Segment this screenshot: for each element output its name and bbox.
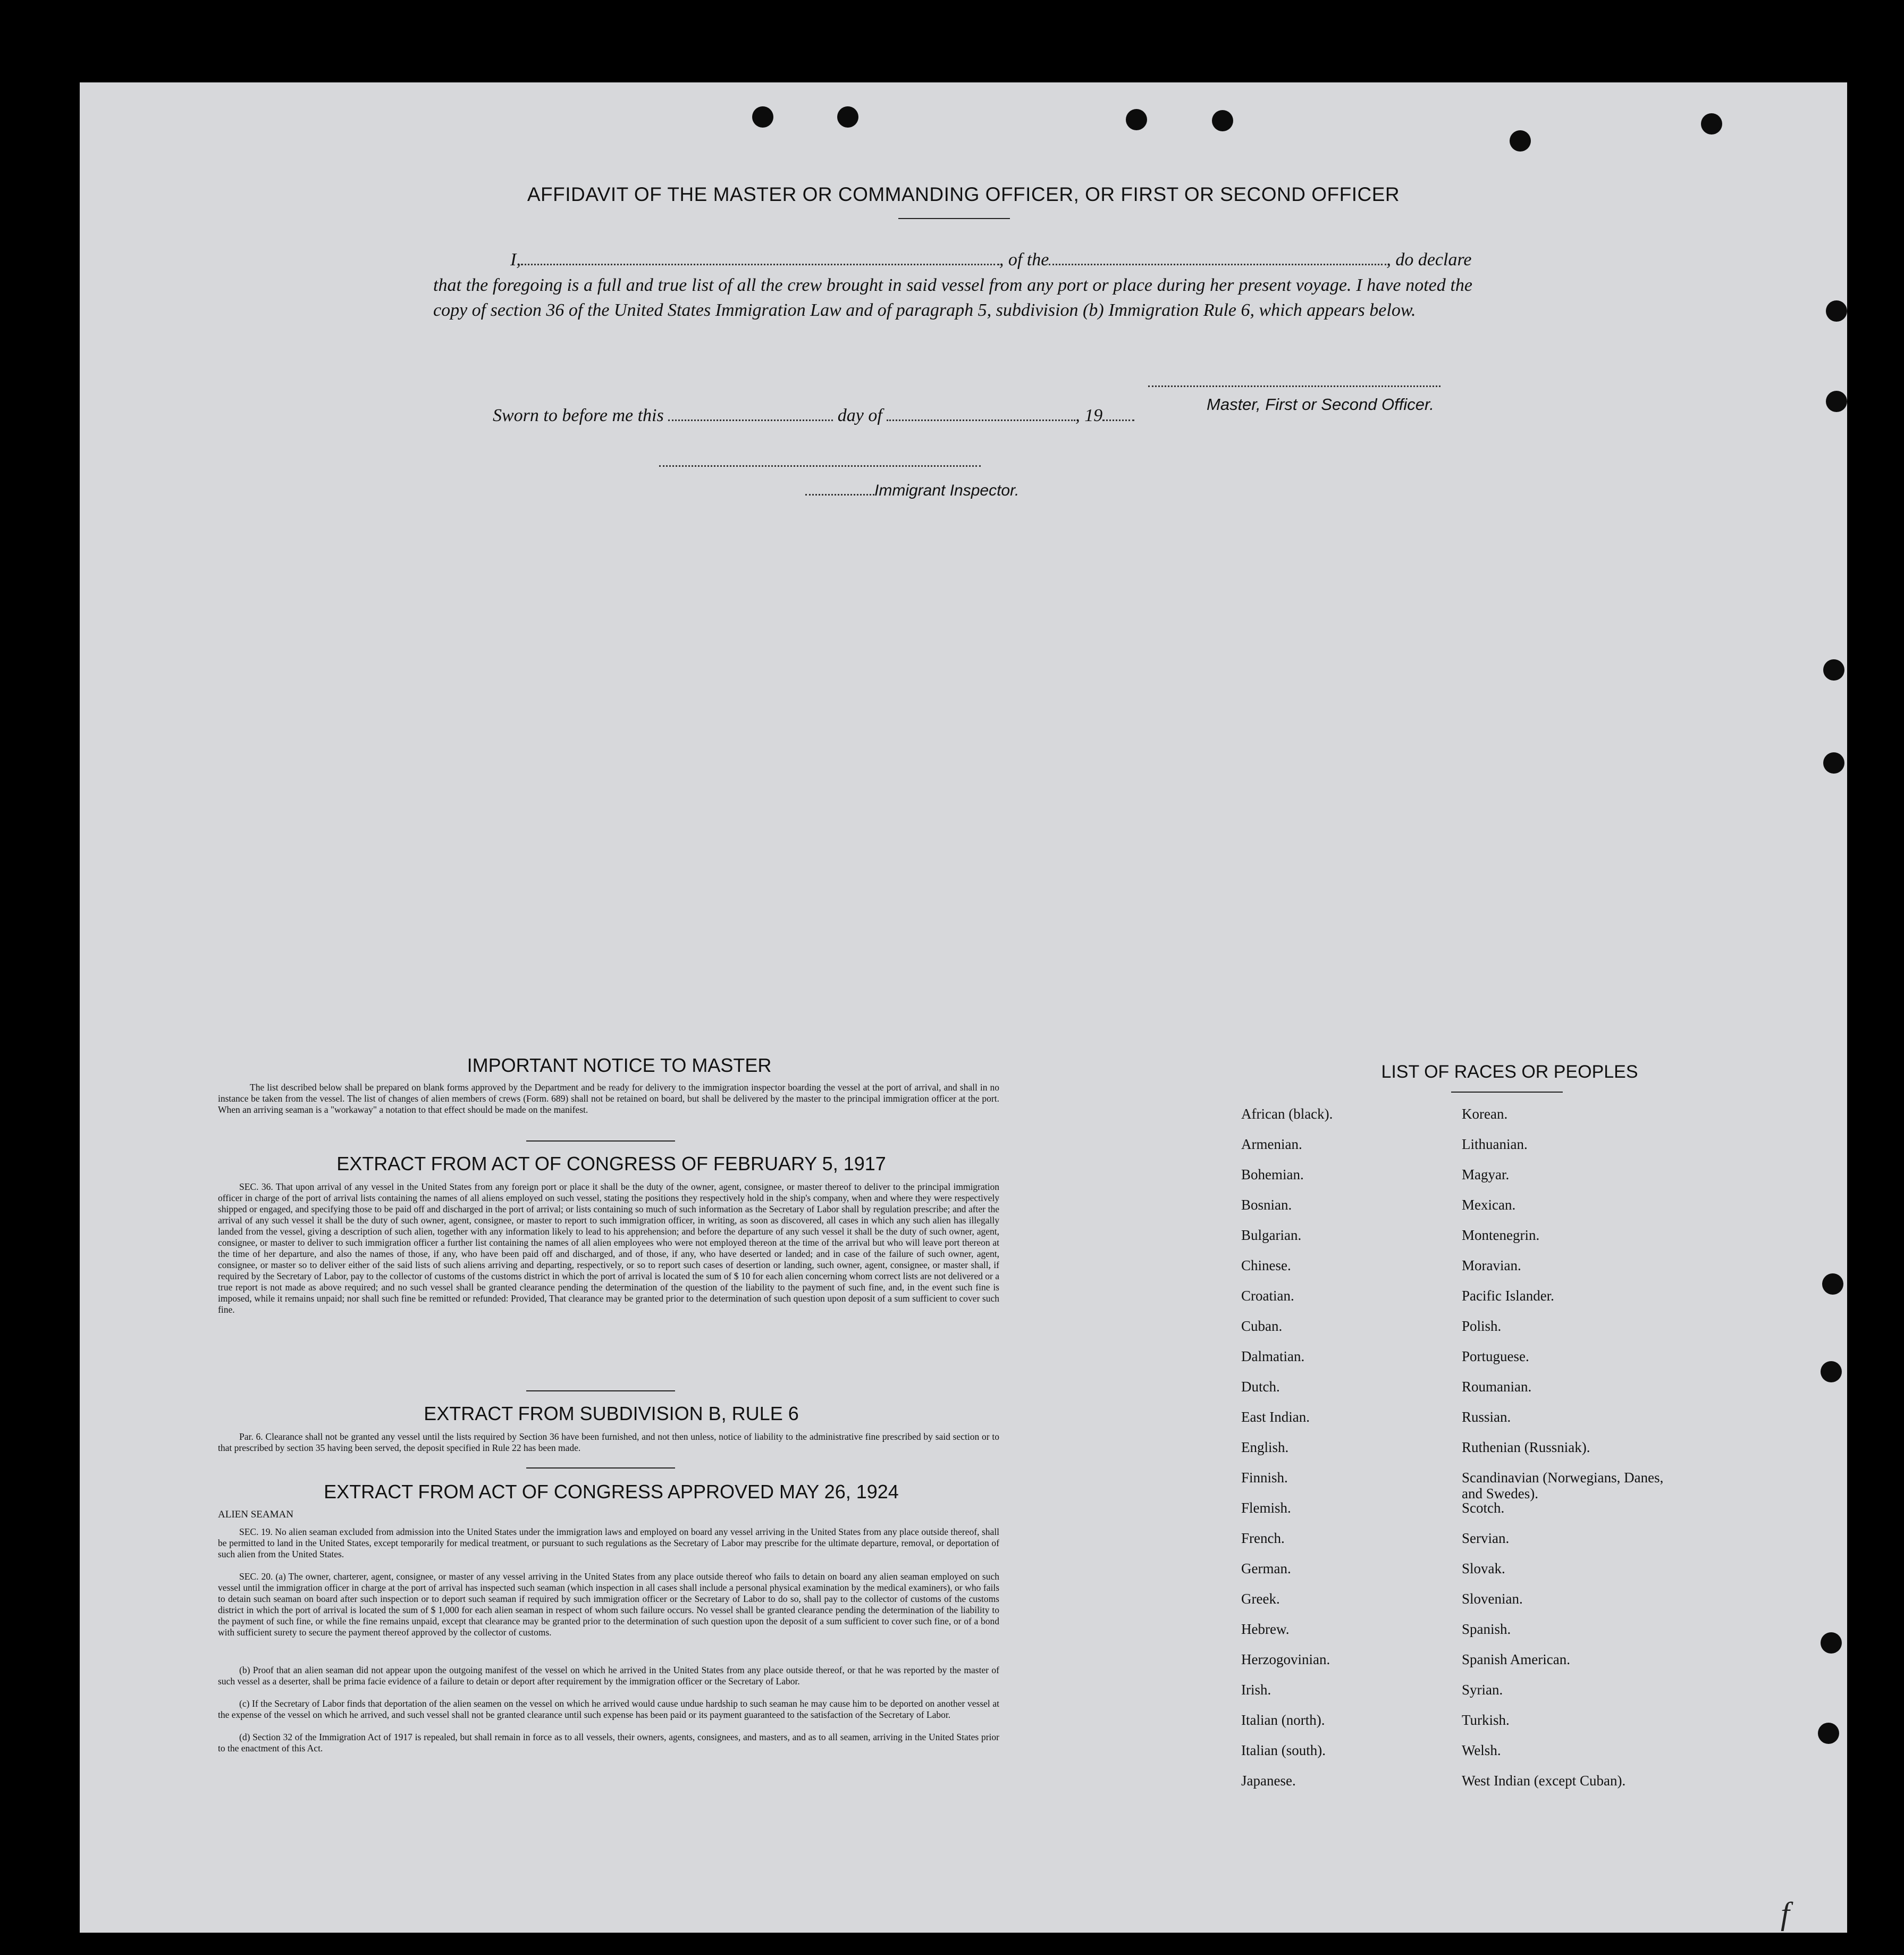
- race-item: Japanese.: [1241, 1773, 1296, 1789]
- extract-rule6-text: Par. 6. Clearance shall not be granted any vessel until the lists required by Section 36 have been furnished, and not then unless, notice of liability to the administrative fine prescribed by said section or to that prescribed by section 35 having been served, the deposit specified in Rule 22 has been made.: [218, 1431, 999, 1453]
- declaration-line: [510, 250, 1472, 270]
- race-item: Flemish.: [1241, 1500, 1291, 1516]
- race-item: Bohemian.: [1241, 1167, 1304, 1182]
- day-of-label: day of: [837, 406, 882, 425]
- binder-hole: [1821, 1632, 1842, 1654]
- year-label: , 19: [1075, 406, 1103, 425]
- sec-20b-text: (b) Proof that an alien seaman did not appear upon the outgoing manifest of the vessel on which he arrived in the United States from any place outside thereof, or that he was reported by the master of such vessel as a deserter, shall be prima facie evidence of a failure to detain or deport after requirement by the immigration officer or the Secretary of Labor.: [218, 1665, 999, 1686]
- race-item: Russian.: [1462, 1409, 1511, 1425]
- race-item: Montenegrin.: [1462, 1227, 1540, 1243]
- do-declare-label: , do declare: [1386, 250, 1472, 270]
- race-item: Servian.: [1462, 1530, 1510, 1546]
- binder-hole: [752, 106, 773, 128]
- sworn-line: [493, 406, 1134, 426]
- inspector-signature-field[interactable]: [659, 465, 981, 467]
- race-item: Roumanian.: [1462, 1379, 1532, 1395]
- race-item: French.: [1241, 1530, 1285, 1546]
- race-item: Croatian.: [1241, 1288, 1294, 1304]
- binder-hole: [1510, 130, 1531, 152]
- race-item: Korean.: [1462, 1106, 1508, 1122]
- race-item: Magyar.: [1462, 1167, 1510, 1182]
- sworn-label: Sworn to before me this: [493, 406, 664, 425]
- form-sheet: [80, 82, 1847, 1933]
- binder-hole: [1822, 1273, 1843, 1295]
- of-the-label: , of the: [999, 250, 1049, 270]
- race-item: Turkish.: [1462, 1712, 1510, 1728]
- scan-background: [16, 0, 1882, 1955]
- binder-hole: [1212, 110, 1233, 131]
- extract-1917-title: EXTRACT FROM ACT OF CONGRESS OF FEBRUARY 5, 1917: [336, 1153, 886, 1174]
- race-item: Dalmatian.: [1241, 1348, 1305, 1364]
- race-item: Spanish.: [1462, 1621, 1511, 1637]
- binder-hole: [1818, 1723, 1839, 1744]
- extract-rule6-title: EXTRACT FROM SUBDIVISION B, RULE 6: [424, 1403, 799, 1424]
- extract-1917-text: SEC. 36. That upon arrival of any vessel in the United States from any foreign port or place it shall be the duty of the owner, agent, consignee, or master thereof to deliver to the principal immigration officer in charge of the port of arrival lists containing the names of all aliens employed on such vessel, stating the positions they respectively hold in the ship's company, when and where they were respectively shipped or engaged, and specifying those to be paid off and discharged in the port of arrival; or lists containing so much of such information as the Secretary of Labor shall by regulation prescribe; and after the arrival of any such vessel it shall be the duty of such owner, agent, consignee, or master to report to such immigration officer, in writing, as soon as discovered, all cases in which any such alien has illegally landed from the vessel, giving a description of such alien, together with any information likely to lead to his apprehension; and before the departure of any such vessel it shall be the duty of such owner, agent, consignee, or master to deliver to such immigration officer a further list containing the names of all alien employees who were not employed thereon at the time of the arrival but who will leave port thereon at the time of her departure, and also the names of those, if any, who have been paid off and discharged, and of those, if any, who have deserted or landed; and in case of the failure of such owner, agent, consignee, or master so to deliver either of the said lists of such aliens arriving and departing, respectively, or so to report such cases of desertion or landing, such owner, agent, consignee, or master shall, if required by the Secretary of Labor, pay to the collector of customs of the customs district in which the port of arrival is located the sum of $ 10 for each alien concerning whom correct lists are not delivered or a true report is not made as above required; and no such vessel shall be granted clearance pending the determination of the question of the liability to the payment of such fine, and, in the event such fine is imposed, while it remains unpaid; nor shall such fine be remitted or refunded: Provided, That clearance may be granted prior to the determination of such question upon deposit of a sum sufficient to cover such fine.: [218, 1181, 999, 1315]
- race-item: Armenian.: [1241, 1136, 1302, 1152]
- race-item: Scandinavian (Norwegians, Danes, and Swedes).: [1462, 1470, 1664, 1501]
- race-item: Slovenian.: [1462, 1591, 1523, 1607]
- declarant-name-field[interactable]: [521, 264, 999, 265]
- race-item: Polish.: [1462, 1318, 1502, 1334]
- race-item: Ruthenian (Russniak).: [1462, 1439, 1590, 1455]
- binder-hole: [1826, 391, 1847, 412]
- race-item: Italian (north).: [1241, 1712, 1325, 1728]
- race-item: Bosnian.: [1241, 1197, 1292, 1213]
- binder-hole: [1823, 659, 1844, 681]
- sec-20a-text: SEC. 20. (a) The owner, charterer, agent, consignee, or master of any vessel arriving in the United States from any place outside thereof who fails to detain on board any alien seaman employed on such vessel until the immigration officer in charge at the port of arrival has inspected such seaman (which inspection in all cases shall include a personal physical examination by the medical examiners), or who fails to detain such seaman on board after such inspection or to deport such seaman if required by such immigration officer or the Secretary of Labor to do so, shall pay to the collector of customs of the customs district in which the port of arrival is located the sum of $ 1,000 for each alien seaman in respect of whom such failure occurs. No vessel shall be granted clearance pending the determination of the liability to the payment of such fine, or while the fine remains unpaid, except that clearance may be granted prior to the determination of such question upon the deposit of a sum sufficient to cover such fine, or of a bond with sufficient surety to secure the payment thereof approved by the collector of customs.: [218, 1571, 999, 1638]
- sec-20c-text: (c) If the Secretary of Labor finds that deportation of the alien seamen on the vessel on which he arrived would cause undue hardship to such seaman he may cause him to be deported on another vessel at the expense of the vessel on which he arrived, and such vessel shall not be granted clearance until such expense has been paid or its payment guaranteed to the satisfaction of the Secretary of Labor.: [218, 1698, 999, 1720]
- race-item: East Indian.: [1241, 1409, 1310, 1425]
- sworn-month-field[interactable]: [887, 419, 1075, 421]
- inspector-label: Immigrant Inspector.: [805, 482, 1019, 500]
- races-column-2: [1462, 1106, 1685, 1803]
- section-divider: [526, 1390, 675, 1391]
- affidavit-title: AFFIDAVIT OF THE MASTER OR COMMANDING OFFICER, OR FIRST OR SECOND OFFICER: [527, 183, 1400, 205]
- vessel-name-field[interactable]: [1049, 264, 1386, 265]
- race-item: Finnish.: [1241, 1470, 1288, 1486]
- race-item: Portuguese.: [1462, 1348, 1529, 1364]
- race-item: Syrian.: [1462, 1682, 1503, 1698]
- race-item: Greek.: [1241, 1591, 1280, 1607]
- sworn-year-field[interactable]: [1102, 419, 1134, 421]
- race-item: Slovak.: [1462, 1560, 1505, 1576]
- race-item: German.: [1241, 1560, 1291, 1576]
- race-item: Hebrew.: [1241, 1621, 1290, 1637]
- race-item: English.: [1241, 1439, 1289, 1455]
- races-title: LIST OF RACES OR PEOPLES: [1381, 1062, 1638, 1082]
- binder-hole: [1823, 752, 1844, 774]
- races-divider: [1451, 1092, 1563, 1093]
- sec-20d-text: (d) Section 32 of the Immigration Act of 1917 is repealed, but shall remain in force as to all vessels, their owners, agents, consignees, and masters, and as to all seamen, arriving in the United States prior to the enactment of this Act.: [218, 1732, 999, 1753]
- binder-hole: [837, 106, 858, 128]
- race-item: Welsh.: [1462, 1742, 1501, 1758]
- section-divider: [526, 1467, 675, 1469]
- races-column-1: [1241, 1106, 1333, 1803]
- sworn-day-field[interactable]: [668, 419, 833, 421]
- race-item: African (black).: [1241, 1106, 1333, 1122]
- race-item: Dutch.: [1241, 1379, 1280, 1395]
- binder-hole: [1701, 113, 1722, 135]
- binder-hole: [1821, 1361, 1842, 1382]
- race-item: Italian (south).: [1241, 1742, 1326, 1758]
- race-item: Lithuanian.: [1462, 1136, 1528, 1152]
- binder-hole: [1826, 300, 1847, 322]
- race-item: Cuban.: [1241, 1318, 1283, 1334]
- race-item: Pacific Islander.: [1462, 1288, 1554, 1304]
- race-item: Spanish American.: [1462, 1651, 1570, 1667]
- signature-field[interactable]: [1148, 385, 1440, 387]
- race-item: Mexican.: [1462, 1197, 1516, 1213]
- affidavit-body: that the foregoing is a full and true list of all the crew brought in said vessel from any port or place during her present voyage. I have noted the copy of section 36 of the United States Immigration Law and of paragraph 5, subdivision (b) Immigration Rule 6, which appears below.: [433, 275, 1472, 320]
- notice-text: The list described below shall be prepared on blank forms approved by the Department and be ready for delivery to the immigration inspector boarding the vessel at the port of arrival, and shall in no instance be taken from the vessel. The list of changes of alien members of crews (Form. 689) shall not be retained on board, but shall be delivered by the master to the principal immigration officer at the port. When an arriving seaman is a "workaway" a notation to that effect should be made on the manifest.: [218, 1082, 999, 1115]
- extract-1924-title: EXTRACT FROM ACT OF CONGRESS APPROVED MAY 26, 1924: [324, 1481, 899, 1503]
- race-item: Scotch.: [1462, 1500, 1505, 1516]
- race-item: West Indian (except Cuban).: [1462, 1773, 1626, 1789]
- binder-hole: [1126, 109, 1147, 130]
- race-item: Chinese.: [1241, 1257, 1291, 1273]
- extract-1924-subtitle: ALIEN SEAMAN: [218, 1509, 293, 1520]
- notice-title: IMPORTANT NOTICE TO MASTER: [467, 1054, 772, 1076]
- sec-19-text: SEC. 19. No alien seaman excluded from admission into the United States under the immigration laws and employed on board any vessel arriving in the United States from any place outside thereof, shall be permitted to land in the United States, except temporarily for medical treatment, or pursuant to such regulations as the Secretary of Labor may prescribe for the ultimate departure, removal, or deportation of such alien from the United States.: [218, 1526, 999, 1559]
- race-item: Herzogovinian.: [1241, 1651, 1330, 1667]
- race-item: Irish.: [1241, 1682, 1271, 1698]
- race-item: Bulgarian.: [1241, 1227, 1302, 1243]
- handwritten-corner-mark: f: [1781, 1896, 1790, 1931]
- title-divider: [898, 218, 1010, 219]
- section-divider: [526, 1140, 675, 1142]
- race-item: Moravian.: [1462, 1257, 1521, 1273]
- declarant-prefix: I,: [510, 250, 521, 270]
- signature-label: Master, First or Second Officer.: [1207, 395, 1434, 414]
